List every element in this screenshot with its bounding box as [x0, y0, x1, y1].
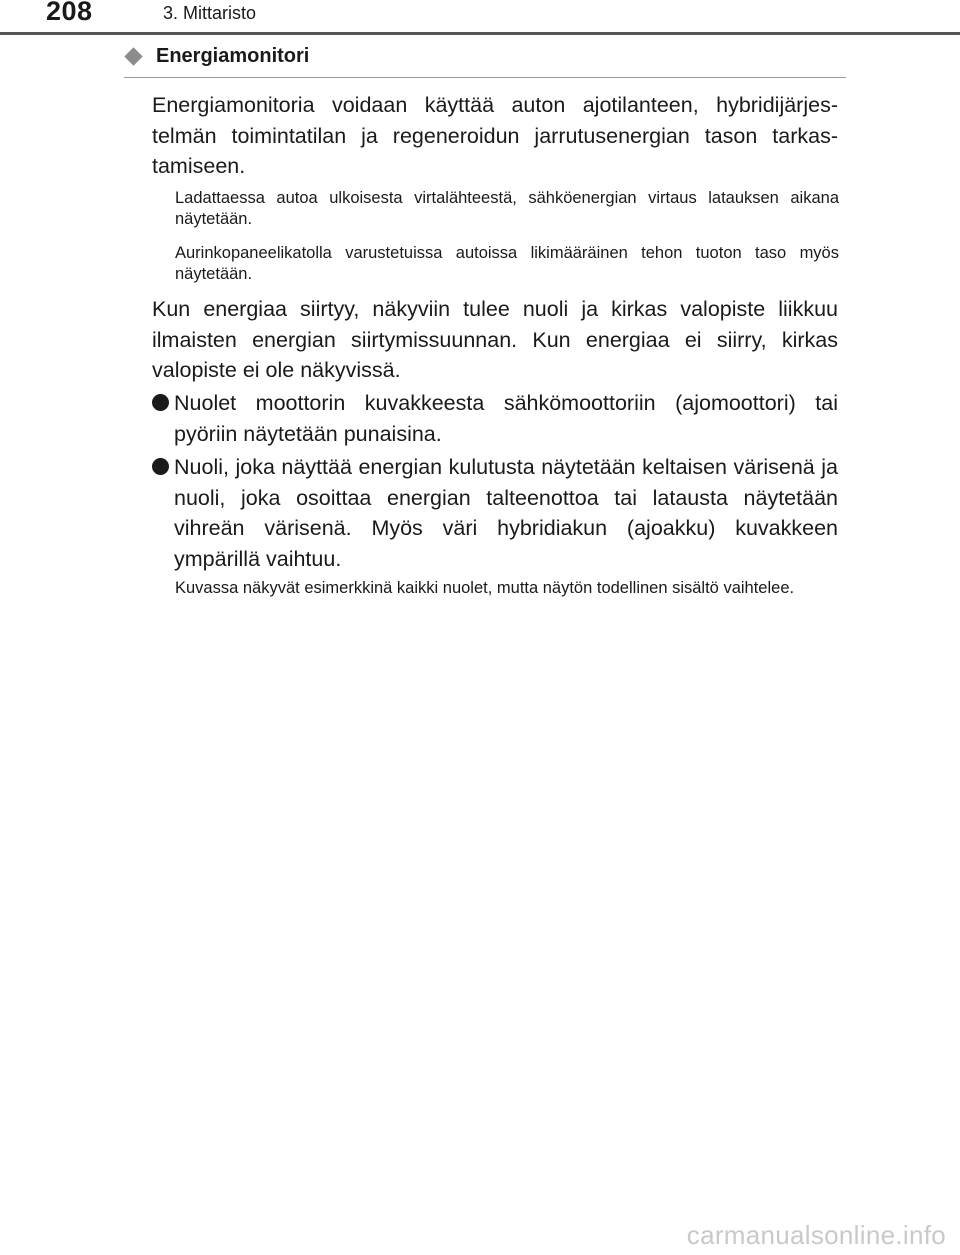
- chapter-title: 3. Mittaristo: [163, 3, 257, 23]
- bullet-icon: [152, 394, 169, 411]
- section-heading-text: Energiamonitori: [156, 45, 310, 67]
- note-example: Kuvassa näkyvät esimerkkinä kaikki nuolet, mutta näytön todellinen sisältö vaihtelee.: [175, 579, 795, 597]
- section-divider: [124, 77, 846, 78]
- flow-paragraph: Kun energiaa siirtyy, näkyviin tulee nuoli ja kirkas valopiste liikkuu ilmaisten energian siirtymissuunnan. Kun energiaa ei siirry, kirkas valopiste ei ole näkyvissä.: [152, 297, 838, 382]
- header-divider: [0, 32, 960, 35]
- list-item-text: Nuolet moottorin kuvakkeesta sähkömoottoriin (ajomoottori) tai pyöriin näytetään punaisina.: [174, 391, 838, 446]
- list-item: [152, 388, 838, 449]
- section-heading: [124, 45, 309, 68]
- watermark: carmanualsonline.info: [686, 1220, 946, 1250]
- note-solar: Aurinkopaneelikatolla varustetuissa autoissa likimääräinen tehon tuoton taso myös näytetään.: [175, 244, 839, 283]
- list-item: [152, 452, 838, 574]
- intro-paragraph: Energiamonitoria voidaan käyttää auton ajotilanteen, hybridijärjestelmän toimintatilan ja regeneroidun jarrutusenergian tason tarkastamiseen.: [152, 93, 838, 178]
- list-item-text: Nuoli, joka näyttää energian kulutusta näytetään keltaisen värisenä ja nuoli, joka osoittaa energian talteenottoa tai latausta näytetään vihreän värisenä. Myös väri hybridiakun (ajoakku) kuvakkeen ympärillä vaihtuu.: [174, 455, 838, 571]
- diamond-icon: [124, 47, 142, 65]
- bullet-icon: [152, 458, 169, 475]
- note-charging: Ladattaessa autoa ulkoisesta virtalähteestä, sähköenergian virtaus latauksen aikana näytetään.: [175, 189, 839, 228]
- page-number: 208: [46, 0, 93, 26]
